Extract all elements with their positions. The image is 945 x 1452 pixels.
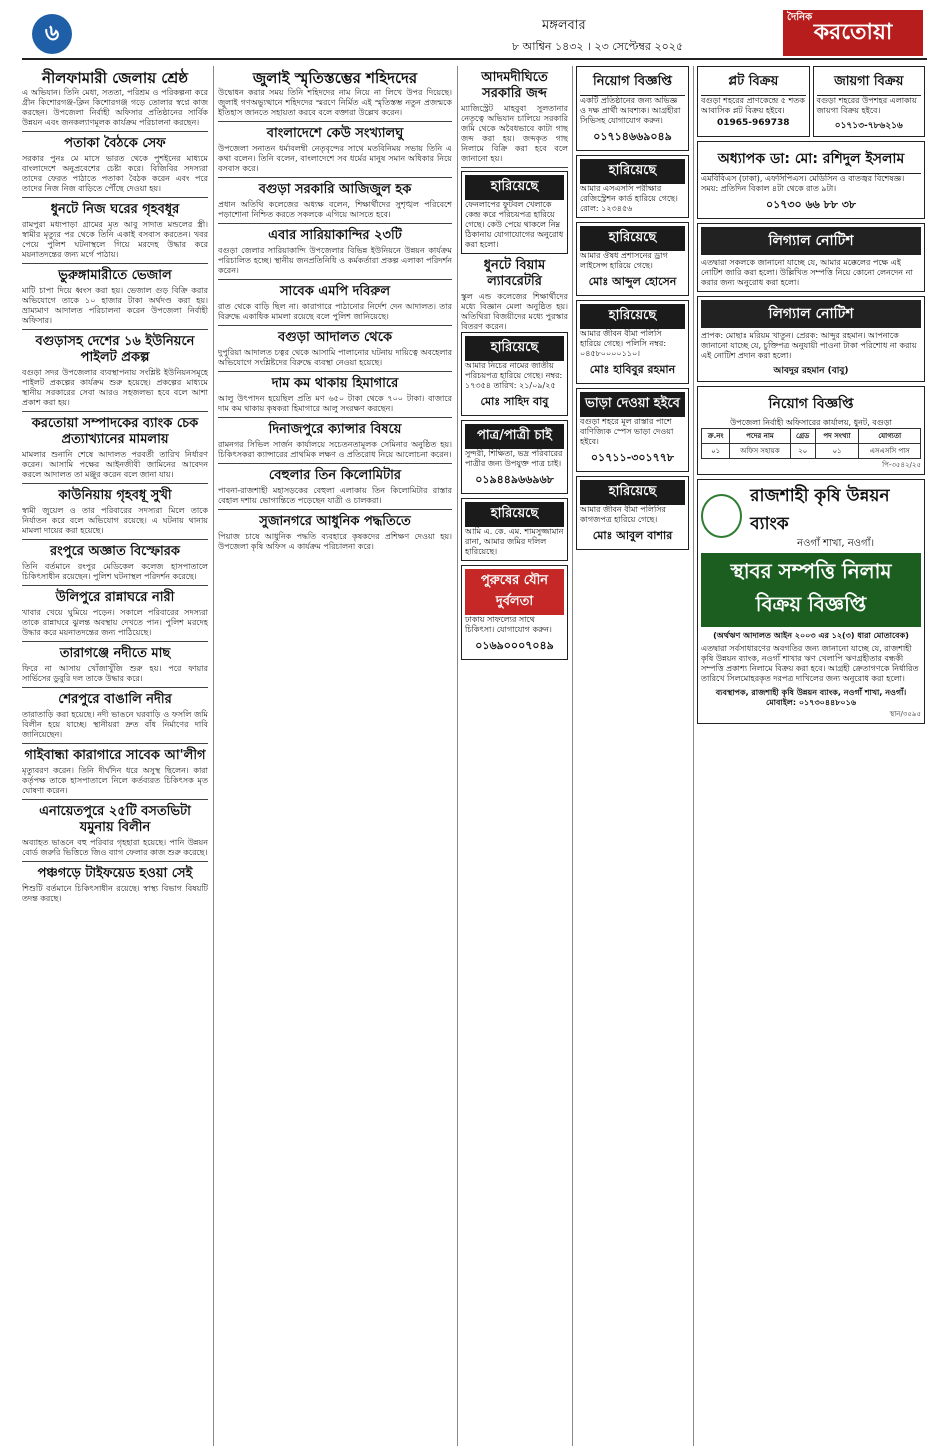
classified-ad (461, 498, 568, 561)
story-body: ফিরে না আসায় খোঁজাখুঁজি শুরু হয়। পরে ফায়ার সার্ভিসের ডুবুরি দল তাকে উদ্ধার করে। (22, 664, 208, 683)
ad-text: আমার ঔষধ প্রশাসনের ড্রাগ লাইসেন্স হারিয়ে গেছে। (580, 251, 668, 270)
story-title: বগুড়া সরকারি আজিজুল হক (258, 182, 412, 197)
story-body: তিনি বর্তমানে রংপুর মেডিকেল কলেজ হাসপাতালে চিকিৎসাধীন রয়েছেন। পুলিশ ঘটনাস্থল পরিদর্শন করেছে। (22, 562, 208, 581)
story-body: অব্যাহত ভাঙনে বহু পরিবার গৃহহারা হয়েছে। পানি উন্নয়ন বোর্ড জরুরি ভিত্তিতে জিও ব্যাগ ফেলার কাজ শুরু করেছে। (22, 838, 208, 857)
bank-logo-icon (701, 494, 742, 538)
ad-text: বগুড়া শহরের উপশহর এলাকায় জায়গা বিক্রয় হইবে। (816, 96, 917, 115)
story-body: খাবার খেয়ে ঘুমিয়ে পড়েন। সকালে পরিবারের সদস্যরা তাকে রান্নাঘরে ঝুলন্ত অবস্থায় দেখতে পান। পুলিশ মরদেহ উদ্ধার করে ময়নাতদন্তের জন্য পাঠিয়েছে। (22, 608, 208, 637)
recruitment-office: উপজেলা নির্বাহী অফিসারের কার্যালয়, ধুনট, বগুড়া (730, 418, 892, 427)
divider (218, 121, 452, 122)
ad-heading: ভাড়া দেওয়া হইবে (580, 392, 685, 417)
ad-name: মোঃ হাবিবুর রহমান (589, 363, 676, 376)
ad-name: মোঃ সাহিদ বাবু (480, 395, 549, 408)
classified-ad (697, 66, 810, 137)
divider (22, 329, 208, 330)
ad-text: বগুড়া শহরের প্রাণকেন্দ্রে ৫ শতক আবাসিক প্লট বিক্রয় হইবে। (701, 96, 805, 115)
story-title: দাম কম থাকায় হিমাগারে (271, 376, 399, 391)
story-title: নীলফামারী জেলায় শ্রেষ্ঠ (41, 69, 189, 87)
bank-branch: নওগাঁ শাখা, নওগাঁ। (797, 538, 875, 549)
ad-heading: প্লট বিক্রয় (701, 70, 806, 96)
ad-code: পি-৩৫৪২/২৫ (882, 461, 921, 469)
doctor-name: অধ্যাপক ডা: মো: রশিদুল ইসলাম (701, 145, 921, 174)
legal-notice-heading: লিগ্যাল নোটিশ (701, 227, 921, 255)
story-body: সরকার পুনঃ মে মাসে ভারত থেকে পুশইনের মাধ্যমে বাংলাদেশে অনুপ্রবেশের চেষ্টা করে। বিজিবির সদস্যরা তাদের ফেরত পাঠাতে পতাকা বৈঠক করেন এবং পরে তাদের নিজ নিজ বাড়িতে পৌঁছে দেওয়া হয়। (22, 154, 208, 193)
column-rule (213, 66, 214, 1446)
story-title: এনায়েতপুরে ২৫টি বসতভিটা যমুনায় বিলীন (39, 804, 191, 835)
column-5 (697, 66, 925, 1446)
story-title: ধুনটে নিজ ঘরের গৃহবধূর (50, 202, 180, 217)
ad-text: আমার এসএসসি পরীক্ষার রেজিস্ট্রেশন কার্ড হারিয়ে গেছে। রোল: ১২৩৪৫৬ (580, 184, 678, 213)
column-4 (576, 66, 689, 1446)
story-body: তারাতাড়ি করা হয়েছে। নদী ভাঙনে ঘরবাড়ি ও ফসলি জমি বিলীন হয়ে যাচ্ছে। স্থানীয়রা দ্রুত বাঁধ নির্মাণের দাবি জানিয়েছেন। (22, 710, 208, 739)
page-header (22, 8, 927, 60)
ad-phone: ০১৬৯০০০৭০৪৯ (475, 639, 554, 652)
top-ads-row (697, 66, 925, 141)
divider (218, 177, 452, 178)
legal-notice (697, 296, 925, 382)
auction-subtitle: (অর্থঋণ আদালত আইন ২০০৩ এর ১২(৩) ধারা মোতাবেক) (713, 631, 909, 640)
classified-ad (576, 388, 689, 472)
table-cell: ২০ (790, 444, 815, 459)
table-cell: ০১ (815, 444, 859, 459)
ad-text: আমার নিচের নামের জাতীয় পরিচয়পত্র হারিয়ে গেছে। নম্বর: ১৭৩৫৪ তারিখ: ২১/০৯/২৫ (465, 361, 563, 390)
column-rule (693, 66, 694, 1446)
bank-name: রাজশাহী কৃষি উন্নয়ন ব্যাংক (750, 486, 890, 534)
table-header: গ্রেড (790, 429, 815, 444)
ad-heading: হারিয়েছে (465, 502, 564, 527)
ad-phone: ০১৭১৪৬৬৯০৪৯ (593, 130, 672, 143)
column-1 (22, 66, 208, 1446)
story-body: দুপুরিয়া আদালত চত্বর থেকে আসামি পালানোর ঘটনায় দায়িত্বে অবহেলার অভিযোগে সংশ্লিষ্টদের বিরুদ্ধে ব্যবস্থা নেওয়া হয়েছে। (218, 348, 452, 367)
story-title: পতাকা বৈঠকে সেফ (64, 136, 166, 151)
ad-phone: ০১৯৪৪৯৬৬৯৬৮ (475, 473, 554, 486)
classified-ad (576, 155, 689, 218)
divider (22, 743, 208, 744)
story-title: সুজানগরে আধুনিক পদ্ধতিতে (259, 514, 411, 529)
story-body: উদ্বোধন করার সময় তিনি শহিদদের নাম নিয়ে না লিখে উপর দিয়েছে। জুলাই গণঅভ্যুত্থানে শহিদদের স্মরণে নির্মিত এই স্মৃতিস্তম্ভ নতুন প্রজন্মকে ইতিহাস জানতে সহায়তা করবে বলে বক্তারা উল্লেখ করেন। (218, 88, 452, 117)
divider (22, 411, 208, 412)
story-body: রামপুরা মধ্যপাড়া গ্রামের মৃত আবু সাদাত মন্ডলের স্ত্রী। স্বামীর মৃত্যুর পর থেকে তিনি একাই বসবাস করতেন। খবর পেয়ে পুলিশ ঘটনাস্থলে গিয়ে মরদেহ উদ্ধার করে ময়নাতদন্তের জন্য মর্গে পাঠায়। (22, 220, 208, 259)
logo-text: করতোয়া (813, 20, 893, 45)
ad-heading: হারিয়েছে (580, 159, 685, 184)
divider (218, 279, 452, 280)
legal-notice (697, 223, 925, 292)
divider (22, 687, 208, 688)
legal-notice-text: প্রাপক: মোছাঃ মরিয়ম খাতুন। প্রেরক: আব্দুর রহমান। আপনাকে জানানো যাচ্ছে যে, চুক্তিপত্র অনুযায়ী পাওনা টাকা পরিশোধ না করায় এই নোটিশ প্রদান করা হলো। (701, 331, 917, 360)
page-number: ৬ (32, 14, 72, 54)
classified-ad (576, 300, 689, 384)
story-body: পিয়াজ চাষে আধুনিক পদ্ধতি ব্যবহারে কৃষকদের প্রশিক্ষণ দেওয়া হয়। উপজেলা কৃষি অফিস এ কার্যক্রম পরিচালনা করে। (218, 532, 452, 551)
table-header: যোগ্যতা (859, 429, 921, 444)
classified-ad (461, 565, 568, 660)
ad-heading: পাত্র/পাত্রী চাই (465, 424, 564, 449)
ad-text: আমার জীবন বীমা পলিসির কাগজপত্র হারিয়ে গেছে। (580, 505, 666, 524)
ad-heading: হারিয়েছে (580, 226, 685, 251)
table-header: পদের নাম (730, 429, 790, 444)
legal-notice-sender: আবদুর রহমান (বাবু) (773, 366, 849, 376)
story-title: সাবেক এমপি দবিরুল (279, 284, 391, 299)
auction-footer: ব্যবস্থাপক, রাজশাহী কৃষি উন্নয়ন ব্যাংক, নওগাঁ শাখা, নওগাঁ। মোবাইল: ০১৭৩০৪৪৮০১৬ (715, 688, 907, 707)
story-title: কাউনিয়ায় গৃহবধূ সুখী (58, 488, 172, 503)
doctor-phone: ০১৭৩০ ৬৬ ৮৮ ৩৮ (765, 198, 857, 211)
ad-text: একটি প্রতিষ্ঠানের জন্য অভিজ্ঞ ও দক্ষ প্রার্থী আবশ্যক। আগ্রহীরা সিভিসহ যোগাযোগ করুন। (580, 96, 681, 125)
divider (22, 483, 208, 484)
divider (461, 167, 568, 168)
classified-ad (576, 66, 689, 151)
newspaper-logo (783, 10, 923, 56)
classified-ad (576, 476, 689, 550)
story-body: শিশুটি বর্তমানে চিকিৎসাধীন রয়েছে। স্বাস্থ্য বিভাগ বিষয়টি তদন্ত করছে। (22, 884, 208, 903)
bank-header (701, 483, 921, 549)
story-title: তারাগঞ্জে নদীতে মাছ (59, 646, 171, 661)
ad-text: আমার জীবন বীমা পলিসি হারিয়ে গেছে। পলিসি নম্বর: ০৪৫৮০০০০১১০। (580, 329, 667, 358)
header-day: মঙ্গলবার (542, 18, 586, 33)
story-title: পঞ্চগড়ে টাইফয়েড হওয়া সেই (37, 866, 193, 881)
ad-text: ফেনলাপের ফুটবল খেলাকে কেন্দ্র করে পরিচয়পত্র হারিয়ে গেছে। কেউ পেয়ে থাকলে নিম্ন ঠিকানায় যোগাযোগের অনুরোধ করা হলো। (465, 200, 564, 249)
recruitment-heading: নিয়োগ বিজ্ঞপ্তি (768, 396, 854, 412)
bank-auction-notice (697, 479, 925, 724)
ad-heading: হারিয়েছে (580, 480, 685, 505)
ad-code: স্থান/৩৫৯৫ (889, 710, 921, 718)
divider (22, 585, 208, 586)
story-title: এবার সারিয়াকান্দির ২৩টি (268, 228, 402, 243)
classified-ad (461, 420, 568, 494)
story-title: জুলাই স্মৃতিস্তম্ভের শহিদদের (252, 69, 418, 87)
ad-text: বগুড়া শহরে মূল রাস্তার পাশে বাণিজ্যিক স্পেস ভাড়া দেওয়া হইবে। (580, 417, 674, 446)
column-2 (218, 66, 452, 1446)
column-rule (457, 66, 458, 1446)
ad-heading: পুরুষের যৌন দুর্বলতা (465, 569, 564, 615)
story-title: বগুড়াসহ দেশের ১৬ ইউনিয়নে পাইলট প্রকল্প (35, 334, 195, 365)
story-body: পাবনা-রাজশাহী মহাসড়কের বেহুলা এলাকায় তিন কিলোমিটার রাস্তার বেহাল দশায় ভোগান্তিতে পড়েছেন যাত্রী ও চালকরা। (218, 486, 452, 505)
logo-small: দৈনিক (787, 12, 813, 23)
story-title: শেরপুরে বাঙালি নদীর (58, 692, 172, 707)
ad-phone: ০১৭১১-৩০১৭৭৮ (590, 451, 675, 464)
ad-phone: ০১৭১৩-৭৮৬২১৬ (834, 121, 903, 131)
divider (22, 799, 208, 800)
story-title: বাংলাদেশে কেউ সংখ্যালঘু (266, 126, 404, 141)
doctor-details: এমবিবিএস (ঢাকা), এফসিপিএস। মেডিসিন ও বাতজ্বর বিশেষজ্ঞ। সময়: প্রতিদিন বিকাল ৪টা থেকে রাত ৯টা। (701, 174, 905, 193)
divider (218, 325, 452, 326)
classified-ad (461, 171, 568, 254)
table-header-row (702, 429, 921, 444)
story-title: ভুরুঙ্গামারীতে ভেজাল (58, 268, 172, 283)
divider (22, 861, 208, 862)
story-body: প্রধান অতিথি কলেজের অধ্যক্ষ বলেন, শিক্ষার্থীদের সুশৃঙ্খল পরিবেশে পড়াশোনা নিশ্চিত করতে সকলকে এগিয়ে আসতে হবে। (218, 200, 452, 219)
story-title: ধুনটে বিয়াম ল্যাবরেটরি (483, 258, 546, 289)
story-body: রাত থেকে বাড়ি ছিল না। কারাগারে পাঠানোর নির্দেশ দেন আদালত। তার বিরুদ্ধে একাধিক মামলা রয়েছে বলে পুলিশ জানিয়েছে। (218, 302, 452, 321)
ad-text: ঢাকায় সাফল্যের সাথে চিকিৎসা। যোগাযোগ করুন। (465, 615, 552, 634)
story-title: বগুড়া আদালত থেকে (277, 330, 393, 345)
auction-title: স্থাবর সম্পত্তি নিলাম বিক্রয় বিজ্ঞপ্তি (701, 553, 921, 627)
table-header: পদ সংখ্যা (815, 429, 859, 444)
divider (218, 417, 452, 418)
header-date: ৮ আশ্বিন ১৪৩২ । ২৩ সেপ্টেম্বর ২০২৫ (512, 40, 684, 53)
story-title: গাইবান্ধা কারাগারে সাবেক আ'লীগ (24, 748, 206, 763)
divider (218, 509, 452, 510)
auction-text: এতদ্বারা সর্বসাধারণের অবগতির জন্য জানানো যাচ্ছে যে, রাজশাহী কৃষি উন্নয়ন ব্যাংক, নওগাঁ শাখার ঋণ খেলাপি ঋণগ্রহীতার বন্ধকী সম্পত্তি প্রকাশ্য নিলামে বিক্রয় করা হবে। আগ্রহী ক্রেতাগণকে নির্ধারিত তারিখে সিলমোহরকৃত দরপত্র দাখিলের জন্য অনুরোধ করা হলো। (701, 644, 919, 683)
story-body: মামলার শুনানি শেষে আদালত পরবর্তী তারিখ নির্ধারণ করেন। আসামি পক্ষের আইনজীবী জামিনের আবেদন করলে আদালত তা মঞ্জুর করেন বলে জানা যায়। (22, 450, 208, 479)
story-body: মৃত্যুবরণ করেন। তিনি দীর্ঘদিন ধরে অসুস্থ ছিলেন। কারা কর্তৃপক্ষ তাকে হাসপাতালে নিলে কর্তব্যরত চিকিৎসক মৃত ঘোষণা করেন। (22, 766, 208, 795)
classified-ad (813, 66, 926, 137)
story-title: করতোয়া সম্পাদকের ব্যাংক চেক প্রত্যাখ্যানের মামলায় (31, 416, 199, 447)
story-title: বেহুলার তিন কিলোমিটার (268, 468, 402, 483)
ad-heading: হারিয়েছে (580, 304, 685, 329)
story-title: দিনাজপুরে ক্যান্সার বিষয়ে (268, 422, 402, 437)
table-cell: ০১ (702, 444, 730, 459)
ad-name: মোঃ আবুল বাশার (592, 529, 673, 542)
divider (22, 539, 208, 540)
story-title: আদমদীঘিতে সরকারি জব্দ (481, 70, 548, 101)
classified-ad (461, 332, 568, 416)
story-body: এ অভিযান। তিনি মেধা, সততা, পরিশ্রম ও পরিকল্পনা করে গ্রীন কিশোরগঞ্জ-ক্লিন কিশোরগঞ্জ গড়ে তোলার স্বপ্নে কাজ করছেন। উপজেলা নির্বাহী অফিসার প্রতিষ্ঠানের সার্বিক উন্নয়ন এবং জনকল্যাণমূলক কার্যক্রম পরিচালনা করছেন। (22, 88, 208, 127)
ad-text: আমি এ. কে. এম. শামসুজ্জামান রানা, আমার জমির দলিল হারিয়েছে। (465, 527, 564, 556)
divider (22, 131, 208, 132)
divider (22, 641, 208, 642)
story-body: মাটি চাপা দিয়ে ধ্বংস করা হয়। ভেজাল গুড় বিক্রি করার অভিযোগে তাকে ১০ হাজার টাকা অর্থদণ্ড করা হয়। ভ্রাম্যমাণ আদালত পরিচালনা করেন উপজেলা নির্বাহী অফিসার। (22, 286, 208, 325)
story-body: আলু উৎপাদন হয়েছিল প্রতি মণ ৬৫০ টাকা থেকে ৭০০ টাকা। বাজারে দাম কম থাকায় কৃষকরা হিমাগারে আলু সংরক্ষণ করছেন। (218, 394, 452, 413)
story-body: বগুড়া সদর উপজেলার ব্যবস্থাপনায় সংশ্লিষ্ট ইউনিয়নসমূহে পাইলট প্রকল্পের কার্যক্রম শুরু হয়েছে। প্রকল্পের মাধ্যমে স্থানীয় সরকারের সেবা আরও সহজলভ্য হবে বলে আশা প্রকাশ করা হয়। (22, 368, 208, 407)
recruitment-notice (697, 386, 925, 475)
ad-phone: 01965-969738 (716, 118, 790, 128)
story-body: ম্যাজিস্ট্রেট মাহবুবা সুলতানার নেতৃত্বে অভিযান চালিয়ে সরকারি জমি থেকে অবৈধভাবে কাটা গাছ জব্দ করা হয়। জব্দকৃত গাছ নিলামে বিক্রি করা হবে বলে জানানো হয়। (461, 104, 568, 163)
divider (22, 263, 208, 264)
ad-name: মোঃ আব্দুল হোসেন (588, 275, 677, 288)
table-row (702, 444, 921, 459)
story-body: বগুড়া জেলার সারিয়াকান্দি উপজেলার বিভিন্ন ইউনিয়নে উন্নয়ন কার্যক্রম পরিচালিত হচ্ছে। স্থানীয় জনপ্রতিনিধি ও কর্মকর্তারা প্রকল্প এলাকা পরিদর্শন করেন। (218, 246, 452, 275)
table-cell: এসএসসি পাস (859, 444, 921, 459)
story-title: রংপুরে অজ্ঞাত বিস্ফোরক (50, 544, 180, 559)
story-body: স্বামী জুয়েল ও তার পরিবারের সদস্যরা মিলে তাকে নির্যাতন করে বলে অভিযোগ রয়েছে। এ ঘটনায় থানায় মামলা দায়ের করা হয়েছে। (22, 506, 208, 535)
table-header: ক্র.নং (702, 429, 730, 444)
ad-heading: নিয়োগ বিজ্ঞপ্তি (580, 70, 685, 96)
ad-heading: হারিয়েছে (465, 175, 564, 200)
divider (22, 197, 208, 198)
divider (218, 463, 452, 464)
story-body: উপজেলা সনাতন ধর্মাবলম্বী নেতৃবৃন্দের সাথে মতবিনিময় সভায় তিনি এ কথা বলেন। তিনি বলেন, বাংলাদেশে সব ধর্মের মানুষ সমান অধিকার নিয়ে বসবাস করে। (218, 144, 452, 173)
story-body: রামনগর সিভিল সার্জন কার্যালয়ে সচেতনতামূলক সেমিনার অনুষ্ঠিত হয়। চিকিৎসকরা ক্যান্সারের প্রাথমিক লক্ষণ ও প্রতিরোধ নিয়ে আলোচনা করেন। (218, 440, 452, 459)
story-title: উলিপুরে রান্নাঘরে নারী (55, 590, 175, 605)
divider (218, 371, 452, 372)
column-3 (461, 66, 568, 1446)
recruitment-table (701, 428, 921, 459)
ad-heading: জায়গা বিক্রয় (817, 70, 922, 96)
divider (218, 223, 452, 224)
classified-ad (576, 222, 689, 296)
ad-heading: হারিয়েছে (465, 336, 564, 361)
ad-text: সুন্দরী, শিক্ষিতা, ভদ্র পরিবারের পাত্রীর জন্য উপযুক্ত পাত্র চাই। (465, 449, 563, 468)
table-cell: অফিস সহায়ক (730, 444, 790, 459)
legal-notice-heading: লিগ্যাল নোটিশ (701, 300, 921, 328)
story-body: স্কুল এন্ড কলেজের শিক্ষার্থীদের মধ্যে বিজ্ঞান মেলা অনুষ্ঠিত হয়। অতিথিরা বিজয়ীদের মধ্যে পুরস্কার বিতরণ করেন। (461, 292, 568, 331)
doctor-ad (697, 141, 925, 219)
legal-notice-text: এতদ্বারা সকলকে জানানো যাচ্ছে যে, আমার মক্কেলের পক্ষে এই নোটিশ জারি করা হলো। উল্লিখিত সম্পত্তি নিয়ে কোনো লেনদেন না করার জন্য অনুরোধ করা হলো। (701, 258, 913, 287)
column-rule (572, 66, 573, 1446)
